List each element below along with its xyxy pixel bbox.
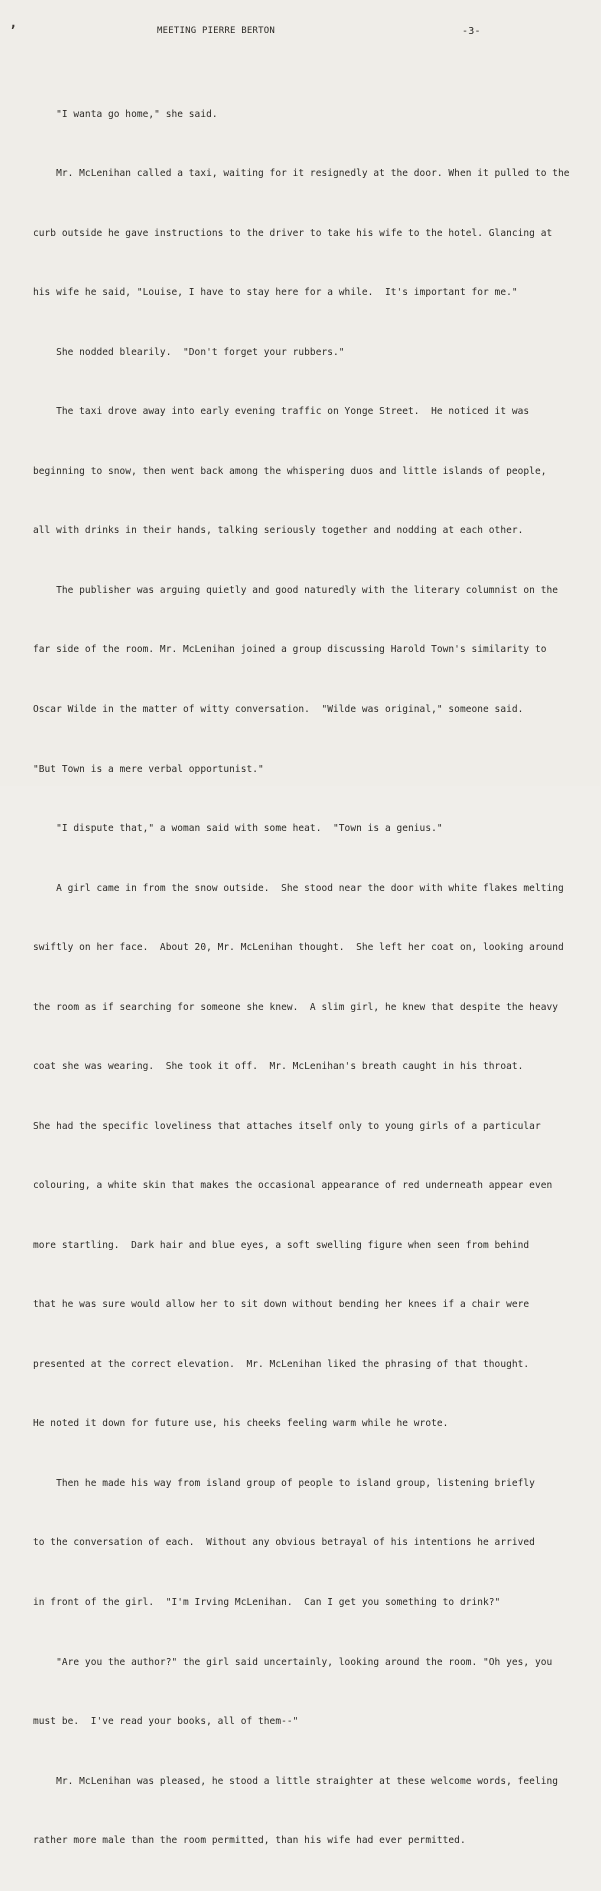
text-line: colouring, a white skin that makes the occasional appearance of red underneath appear even [33, 1180, 553, 1192]
text-line: The publisher was arguing quietly and good naturedly with the literary columnist on the [33, 584, 559, 596]
text-line: coat she was wearing. She took it off. Mr. McLenihan's breath caught in his throat. [33, 1061, 524, 1073]
text-line: that he was sure would allow her to sit down without bending her knees if a chair were [33, 1299, 530, 1311]
text-line: Mr. McLenihan was pleased, he stood a little straighter at these welcome words, feeling [33, 1775, 559, 1787]
text-line: "But Town is a mere verbal opportunist." [33, 763, 264, 775]
page-number: -3- [462, 26, 481, 37]
margin-mark: ʼ [9, 24, 17, 39]
text-line: presented at the correct elevation. Mr. McLenihan liked the phrasing of that thought. [33, 1358, 530, 1370]
text-line: the room as if searching for someone she knew. A slim girl, he knew that despite the heavy [33, 1001, 559, 1013]
text-line: his wife he said, "Louise, I have to stay here for a while. It's important for me." [33, 287, 518, 299]
text-line: to the conversation of each. Without any obvious betrayal of his intentions he arrived [33, 1537, 535, 1549]
text-line: "I wanta go home," she said. [33, 108, 218, 120]
text-line: far side of the room. Mr. McLenihan joined a group discussing Harold Town's similarity to [33, 644, 547, 656]
text-line: Mr. McLenihan called a taxi, waiting for it resignedly at the door. When it pulled to the [33, 168, 570, 180]
running-title: MEETING PIERRE BERTON [157, 26, 275, 36]
text-line: curb outside he gave instructions to the driver to take his wife to the hotel. Glancing at [33, 227, 553, 239]
text-line: Then he made his way from island group of people to island group, listening briefly [33, 1477, 535, 1489]
manuscript-body [33, 65, 601, 1891]
text-line: rather more male than the room permitted, than his wife had ever permitted. [33, 1835, 466, 1847]
text-line: She nodded blearily. "Don't forget your rubbers." [33, 346, 345, 358]
text-line: more startling. Dark hair and blue eyes, a soft swelling figure when seen from behind [33, 1239, 530, 1251]
text-line: "I dispute that," a woman said with some heat. "Town is a genius." [33, 823, 443, 835]
text-line: "Are you the author?" the girl said uncertainly, looking around the room. "Oh yes, you [33, 1656, 553, 1668]
text-line: He noted it down for future use, his cheeks feeling warm while he wrote. [33, 1418, 449, 1430]
text-line: beginning to snow, then went back among the whispering duos and little islands of people, [33, 465, 547, 477]
text-line: A girl came in from the snow outside. She stood near the door with white flakes melting [33, 882, 564, 894]
text-line: swiftly on her face. About 20, Mr. McLenihan thought. She left her coat on, looking around [33, 942, 564, 954]
text-line: She had the specific loveliness that attaches itself only to young girls of a particular [33, 1120, 541, 1132]
text-line: The taxi drove away into early evening traffic on Yonge Street. He noticed it was [33, 406, 530, 418]
text-line: must be. I've read your books, all of them--" [33, 1716, 299, 1728]
text-line: Oscar Wilde in the matter of witty conversation. "Wilde was original," someone said. [33, 704, 524, 715]
text-line: all with drinks in their hands, talking seriously together and nodding at each other. [33, 525, 524, 537]
text-line: in front of the girl. "I'm Irving McLenihan. Can I get you something to drink?" [33, 1596, 501, 1608]
